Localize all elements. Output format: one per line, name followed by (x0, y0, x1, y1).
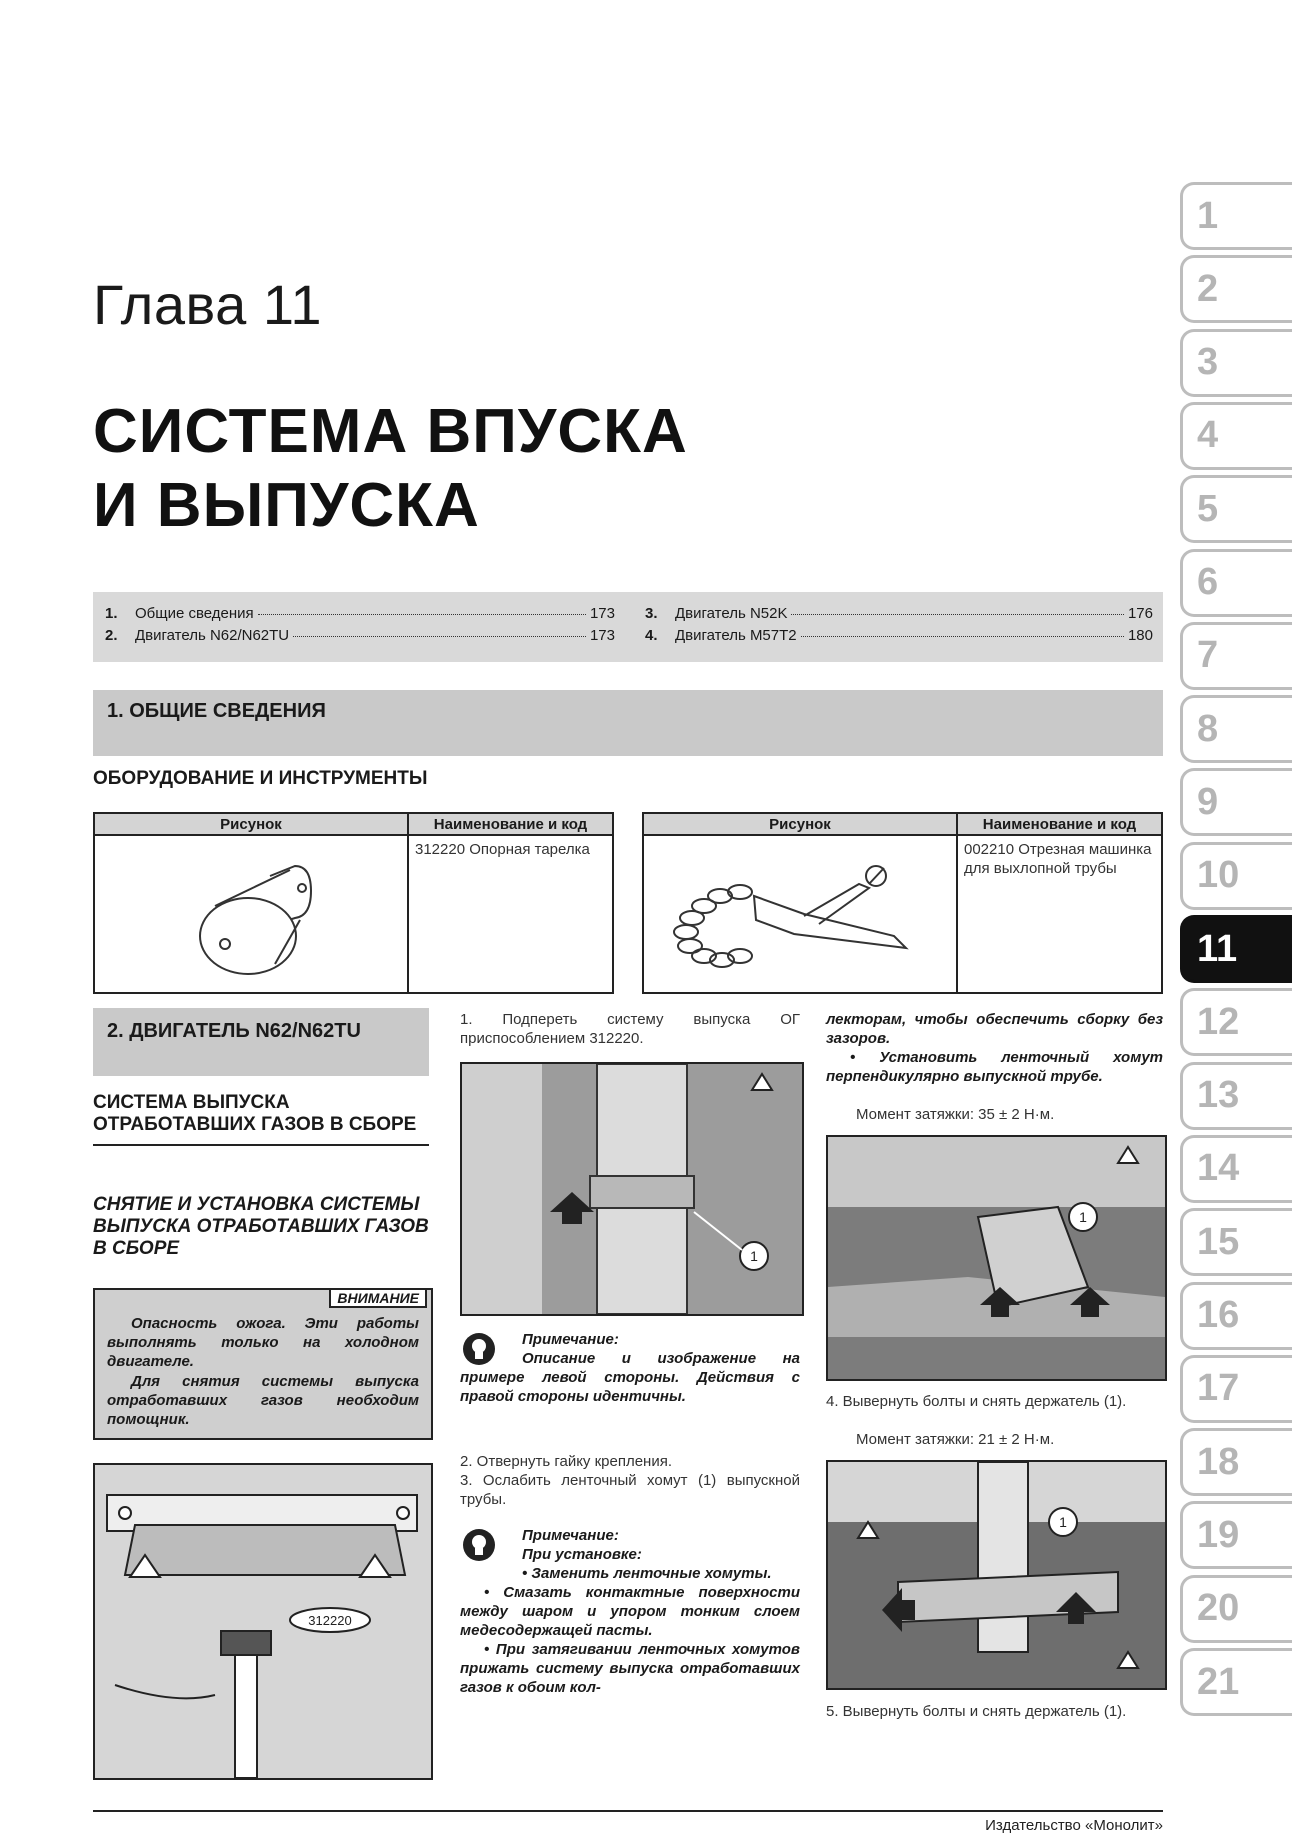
toc-leader (791, 614, 1124, 615)
section-2-header (93, 1008, 429, 1076)
toc-number: 1. (105, 605, 118, 622)
equipment-heading: ОБОРУДОВАНИЕ И ИНСТРУМЕНТЫ (93, 768, 428, 789)
section-2-title: 2. ДВИГАТЕЛЬ N62/N62TU (107, 1020, 361, 1042)
chapter-tab-2[interactable]: 2 (1180, 255, 1292, 323)
photo-holder-2 (826, 1460, 1167, 1690)
chapter-tab-6[interactable]: 6 (1180, 549, 1292, 617)
tool-code-label: 312220 (308, 1613, 352, 1628)
note-2-subtitle: При установке: (522, 1546, 642, 1563)
tool-name-cell: 002210 Отрезная машинка для выхлопной трубы (957, 835, 1162, 993)
tool-picture-cell (643, 835, 957, 993)
toc-number: 2. (105, 627, 118, 644)
warning-text-1: Опасность ожога. Эти работы выполнять только на холодном двигателе. (107, 1315, 419, 1370)
toc-page: 173 (589, 605, 615, 622)
chapter-title (93, 395, 913, 543)
lightbulb-icon (462, 1332, 496, 1366)
chapter-tab-7[interactable]: 7 (1180, 622, 1292, 690)
note-2-title: Примечание: (522, 1527, 619, 1544)
note-1-text: Описание и изображение на примере левой стороны. Действия с правой стороны идентичны. (460, 1350, 800, 1405)
step-1: 1. Подпереть систему выпуска ОГ приспособлением 312220. (460, 1011, 800, 1047)
toc-leader (258, 614, 586, 615)
chapter-tab-20[interactable]: 20 (1180, 1575, 1292, 1643)
toc-title: Двигатель N62/N62TU (135, 627, 290, 644)
chapter-tab-4[interactable]: 4 (1180, 402, 1292, 470)
holder-2-illustration (828, 1462, 1165, 1688)
toc-title: Двигатель N52K (675, 605, 788, 622)
chapter-tab-14[interactable]: 14 (1180, 1135, 1292, 1203)
note-2-bullet-1: • Заменить ленточные хомуты. (522, 1565, 772, 1582)
footer-rule (93, 1810, 1163, 1812)
lightbulb-icon (462, 1528, 496, 1562)
chapter-label: Глава 11 (93, 273, 322, 336)
step-5: 5. Вывернуть болты и снять держатель (1). (826, 1703, 1127, 1720)
toc-entry[interactable] (105, 605, 615, 622)
torque-spec-2: Момент затяжки: 21 ± 2 Н·м. (856, 1431, 1055, 1448)
support-plate-drawing (95, 836, 407, 986)
warning-tag: ВНИМАНИЕ (329, 1288, 427, 1308)
photo-support-tool (93, 1463, 433, 1780)
warning-text-2: Для снятия системы выпуска отработавших газов необходим помощник. (107, 1373, 419, 1428)
chapter-tab-1[interactable]: 1 (1180, 182, 1292, 250)
column-header-name: Наименование и код (957, 813, 1162, 835)
tool-table-1 (93, 812, 614, 994)
section-1-header (93, 690, 1163, 756)
note-2-bullet-2: • Смазать контактные поверхности между шаром и упором тонким слоем медесодержащей пасты. (460, 1584, 800, 1639)
column-header-picture: Рисунок (94, 813, 408, 835)
chapter-tab-8[interactable]: 8 (1180, 695, 1292, 763)
chapter-tab-15[interactable]: 15 (1180, 1208, 1292, 1276)
contents-box (93, 592, 1163, 662)
toc-title: Двигатель M57T2 (675, 627, 797, 644)
chapter-title-line-2: И ВЫПУСКА (93, 471, 480, 540)
chapter-tab-21[interactable]: 21 (1180, 1648, 1292, 1716)
pipe-cutter-drawing (644, 836, 956, 986)
warning-box (93, 1288, 433, 1440)
toc-title: Общие сведения (135, 605, 254, 622)
torque-spec-1: Момент затяжки: 35 ± 2 Н·м. (856, 1106, 1055, 1123)
callout-number: 1 (1059, 1514, 1067, 1530)
exhaust-clamp-illustration (462, 1064, 802, 1314)
column-header-name: Наименование и код (408, 813, 613, 835)
step-2: 2. Отвернуть гайку крепления. (460, 1453, 673, 1470)
chapter-tab-5[interactable]: 5 (1180, 475, 1292, 543)
chapter-tab-10[interactable]: 10 (1180, 842, 1292, 910)
tool-table-2 (642, 812, 1163, 994)
photo-exhaust-clamp (460, 1062, 804, 1316)
toc-entry[interactable] (645, 627, 1153, 644)
note-2 (460, 1526, 800, 1697)
column-header-picture: Рисунок (643, 813, 957, 835)
toc-entry[interactable] (645, 605, 1153, 622)
tool-picture-cell (94, 835, 408, 993)
photo-holder-1 (826, 1135, 1167, 1381)
callout-number: 1 (1079, 1209, 1087, 1225)
chapter-tab-13[interactable]: 13 (1180, 1062, 1292, 1130)
holder-1-illustration (828, 1137, 1165, 1379)
chapter-tab-12[interactable]: 12 (1180, 988, 1292, 1056)
chapter-tab-9[interactable]: 9 (1180, 768, 1292, 836)
chapter-tab-17[interactable]: 17 (1180, 1355, 1292, 1423)
toc-page: 173 (589, 627, 615, 644)
clamp-bullet: • Установить ленточный хомут перпендикулярно выпускной трубе. (826, 1049, 1163, 1085)
note-2-bullet-3: • При затягивании ленточных хомутов прижать систему выпуска отработавших газов к обоим кол- (460, 1641, 800, 1696)
continued-text: лекторам, чтобы обеспечить сборку без зазоров. (826, 1011, 1163, 1047)
section-1-title: 1. ОБЩИЕ СВЕДЕНИЯ (107, 700, 326, 722)
callout-number: 1 (750, 1248, 758, 1264)
step-3: 3. Ослабить ленточный хомут (1) выпускной трубы. (460, 1472, 800, 1508)
note-1-title: Примечание: (522, 1331, 619, 1348)
tool-name-cell: 312220 Опорная тарелка (408, 835, 613, 993)
exhaust-system-heading: СИСТЕМА ВЫПУСКА ОТРАБОТАВШИХ ГАЗОВ В СБОРЕ (93, 1092, 429, 1146)
chapter-title-line-1: СИСТЕМА ВПУСКА (93, 397, 688, 466)
chapter-tab-19[interactable]: 19 (1180, 1501, 1292, 1569)
toc-page: 180 (1127, 627, 1153, 644)
chapter-tab-11[interactable]: 11 (1180, 915, 1292, 983)
toc-number: 3. (645, 605, 658, 622)
removal-installation-heading: СНЯТИЕ И УСТАНОВКА СИСТЕМЫ ВЫПУСКА ОТРАБОТАВШИХ ГАЗОВ В СБОРЕ (93, 1194, 429, 1259)
toc-number: 4. (645, 627, 658, 644)
support-tool-illustration (95, 1465, 431, 1778)
step-4: 4. Вывернуть болты и снять держатель (1). (826, 1393, 1127, 1410)
chapter-tab-3[interactable]: 3 (1180, 329, 1292, 397)
toc-entry[interactable] (105, 627, 615, 644)
note-1 (460, 1330, 800, 1406)
toc-page: 176 (1127, 605, 1153, 622)
publisher-footer: Издательство «Монолит» (985, 1817, 1163, 1834)
toc-leader (293, 636, 586, 637)
chapter-tab-16[interactable]: 16 (1180, 1282, 1292, 1350)
chapter-tab-18[interactable]: 18 (1180, 1428, 1292, 1496)
toc-leader (801, 636, 1124, 637)
